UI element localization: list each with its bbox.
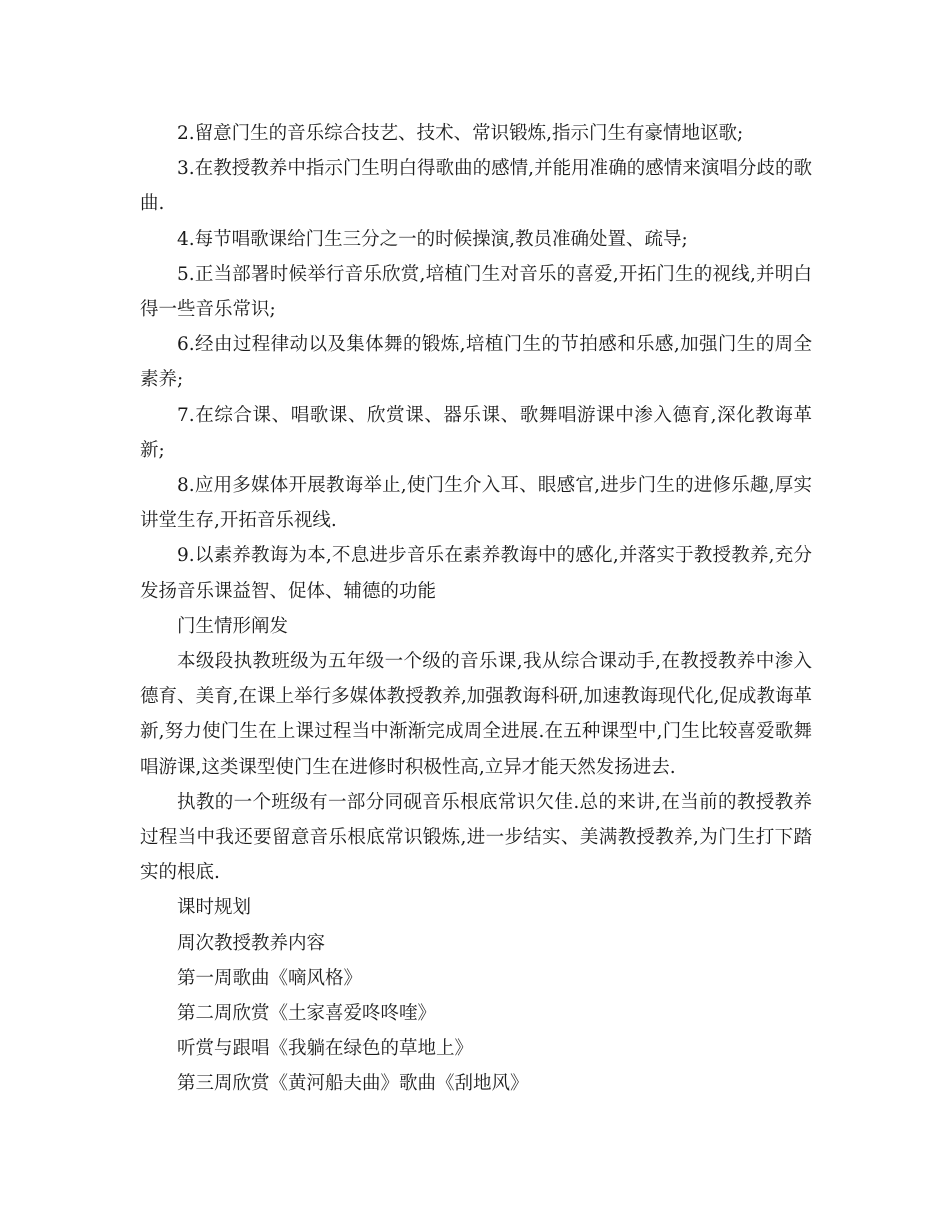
paragraph-goal-4: 4.每节唱歌课给门生三分之一的时候操演,教员准确处置、疏导; [177,228,688,250]
schedule-week-3: 第三周欣赏《黄河船夫曲》歌曲《刮地风》 [177,1073,529,1095]
schedule-week-2-listening: 听赏与跟唱《我躺在绿色的草地上》 [177,1038,474,1060]
document-body [140,116,812,1102]
section-heading-student-analysis: 门生情形阐发 [177,615,289,637]
paragraph-goal-7: 7.在综合课、唱歌课、欣赏课、器乐课、歌舞唱游课中渗入德育,深化教诲革新; [140,404,812,461]
paragraph-student-analysis-2: 执教的一个班级有一部分同砚音乐根底常识欠佳.总的来讲,在当前的教授教养过程当中我还要留意音乐根底常识锻炼,进一步结实、美满教授教养,为门生打下踏实的根底. [140,791,812,884]
paragraph-goal-3: 3.在教授教养中指示门生明白得歌曲的感情,并能用准确的感情来演唱分歧的歌曲. [140,158,812,215]
paragraph-goal-9: 9.以素养教诲为本,不息进步音乐在素养教诲中的感化,并落实于教授教养,充分发扬音乐课益智、促体、辅德的功能 [140,545,812,602]
paragraph-goal-5: 5.正当部署时候举行音乐欣赏,培植门生对音乐的喜爱,开拓门生的视线,并明白得一些音乐常识; [140,263,812,321]
section-heading-schedule: 课时规划 [177,897,252,919]
paragraph-goal-6: 6.经由过程律动以及集体舞的锻炼,培植门生的节拍感和乐感,加强门生的周全素养; [140,334,812,391]
paragraph-student-analysis-1: 本级段执教班级为五年级一个级的音乐课,我从综合课动手,在教授教养中渗入德育、美育,在课上举行多媒体教授教养,加强教诲科研,加速教诲现代化,促成教诲革新,努力使门生在上课过程当中渐渐完成周全进展.在五种课型中,门生比较喜爱歌舞唱游课,这类课型使门生在进修时积极性高,立异才能天然发扬进去. [140,651,812,778]
paragraph-goal-2: 2.留意门生的音乐综合技艺、技术、常识锻炼,指示门生有豪情地讴歌; [177,123,744,144]
schedule-week-2: 第二周欣赏《土家喜爱咚咚喹》 [177,1003,437,1025]
schedule-week-1: 第一周歌曲《嘀风格》 [177,967,363,989]
schedule-header: 周次教授教养内容 [177,932,326,954]
paragraph-goal-8: 8.应用多媒体开展教诲举止,使门生介入耳、眼感官,进步门生的进修乐趣,厚实讲堂生存,开拓音乐视线. [140,475,812,532]
